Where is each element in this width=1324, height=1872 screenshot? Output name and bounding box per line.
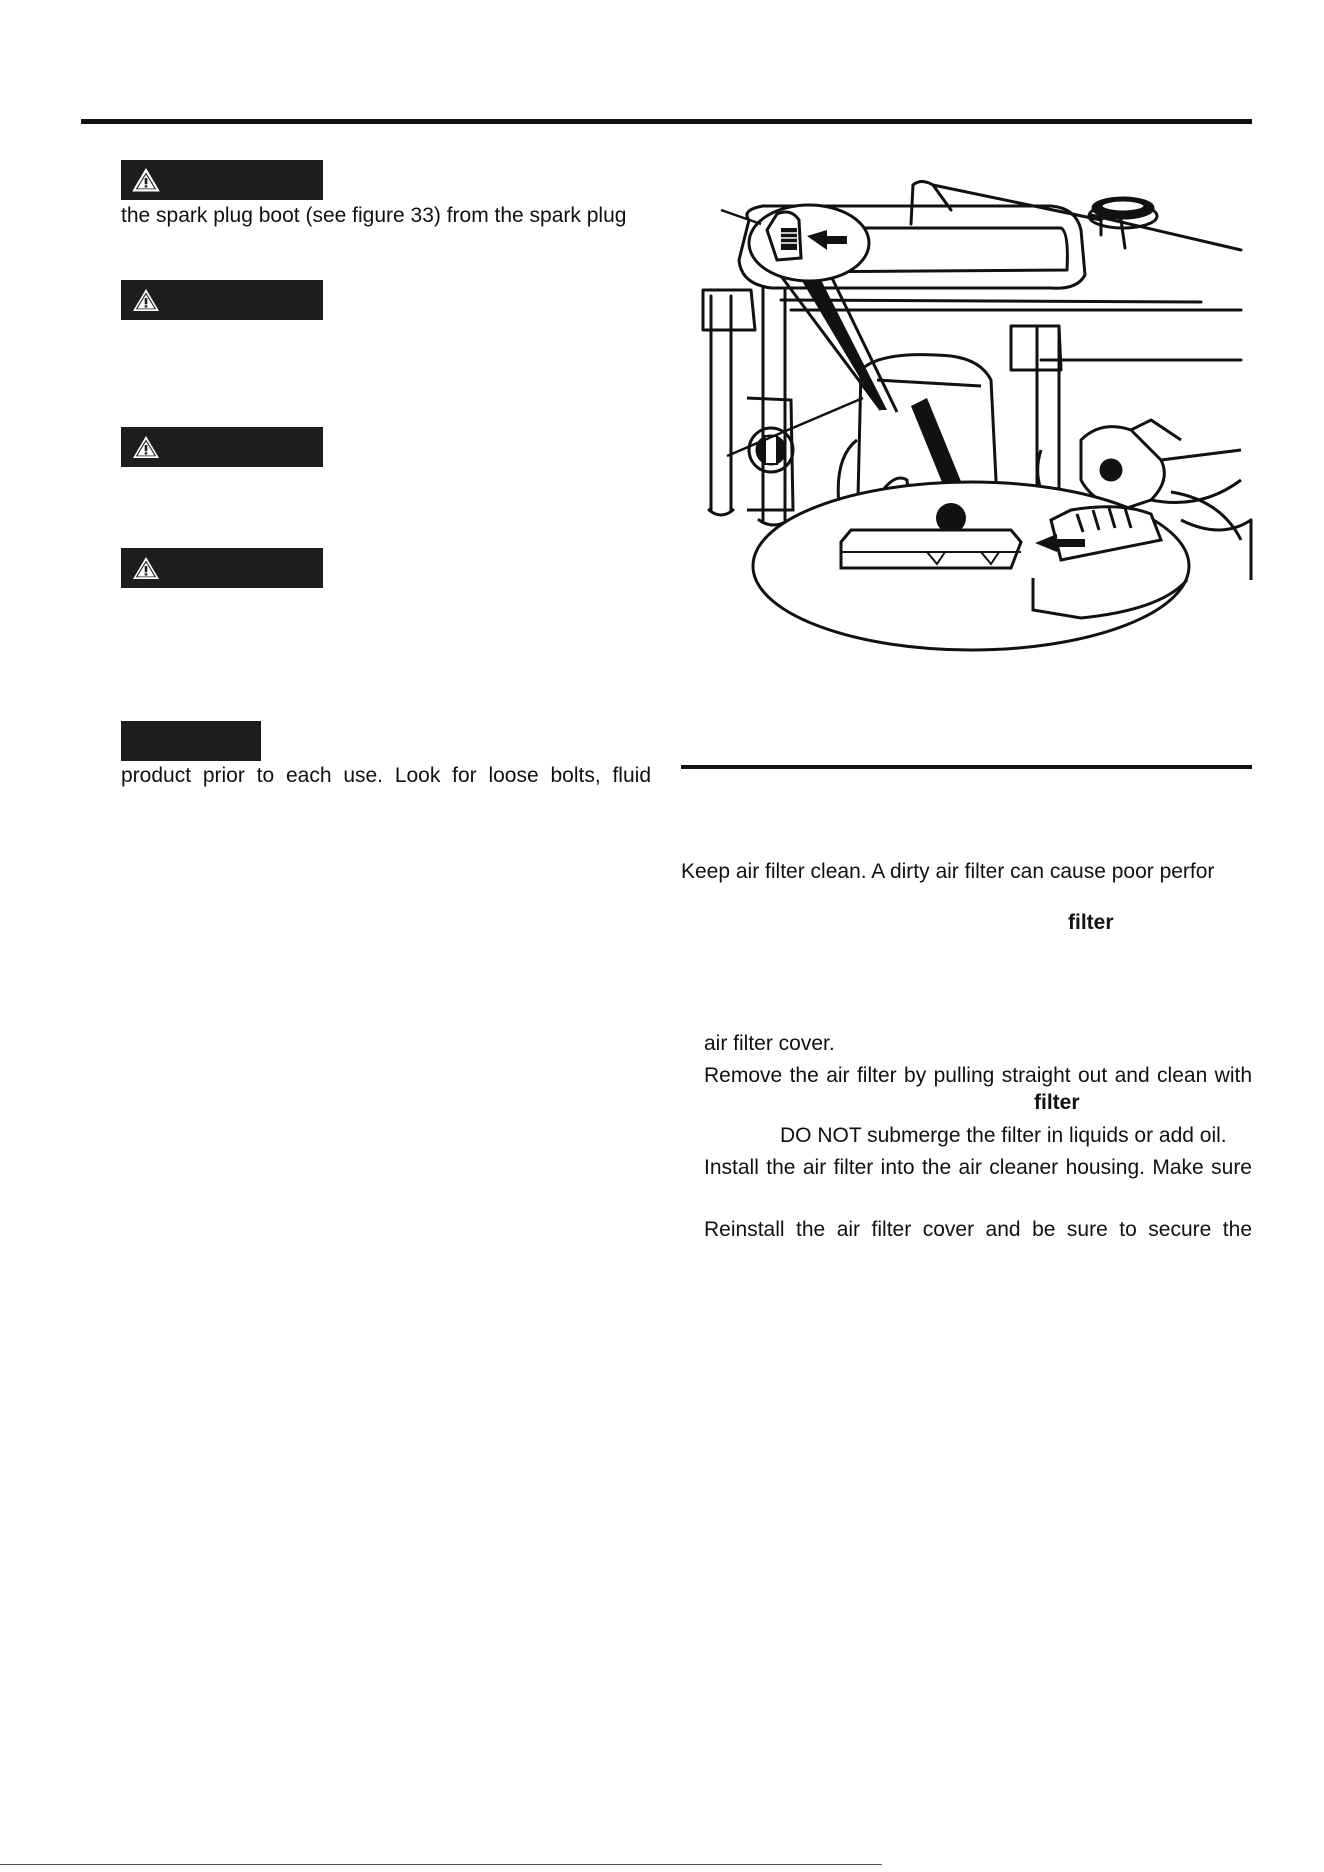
warning-triangle-icon [131, 434, 161, 460]
warning-triangle-icon [131, 555, 161, 581]
notice-badge [121, 721, 261, 761]
callout-leader [721, 210, 761, 224]
subhead-filter: filter [1068, 911, 1114, 934]
step-air-filter-cover: air filter cover. [704, 1032, 835, 1055]
warning-badge [121, 280, 323, 320]
warning-triangle-icon [131, 167, 161, 193]
footer-rule [0, 1864, 882, 1865]
air-filter-intro: Keep air filter clean. A dirty air filter can cause poor perfor [681, 860, 1215, 883]
header-rule [81, 119, 1252, 124]
generator-air-filter-figure [681, 180, 1259, 712]
warning-triangle-icon [131, 287, 161, 313]
step-reinstall-cover: Reinstall the air filter cover and be sure to secure the [704, 1218, 1252, 1241]
warning-badge [121, 548, 323, 588]
body-text-spark-plug: the spark plug boot (see figure 33) from the spark plug [121, 204, 627, 227]
callout-leader [727, 398, 863, 456]
warning-badge [121, 427, 323, 467]
subhead-filter: filter [1034, 1091, 1080, 1114]
warning-badge [121, 160, 323, 200]
section-rule [681, 765, 1252, 769]
note-do-not-submerge: DO NOT submerge the filter in liquids or add oil. [780, 1124, 1227, 1147]
step-install-filter: Install the air filter into the air cleaner housing. Make sure [704, 1156, 1252, 1179]
air-filter-callout [727, 398, 1241, 650]
step-remove-filter: Remove the air filter by pulling straight out and clean with [704, 1064, 1252, 1087]
body-text-inspect: product prior to each use. Look for loose bolts, fluid [121, 764, 651, 787]
